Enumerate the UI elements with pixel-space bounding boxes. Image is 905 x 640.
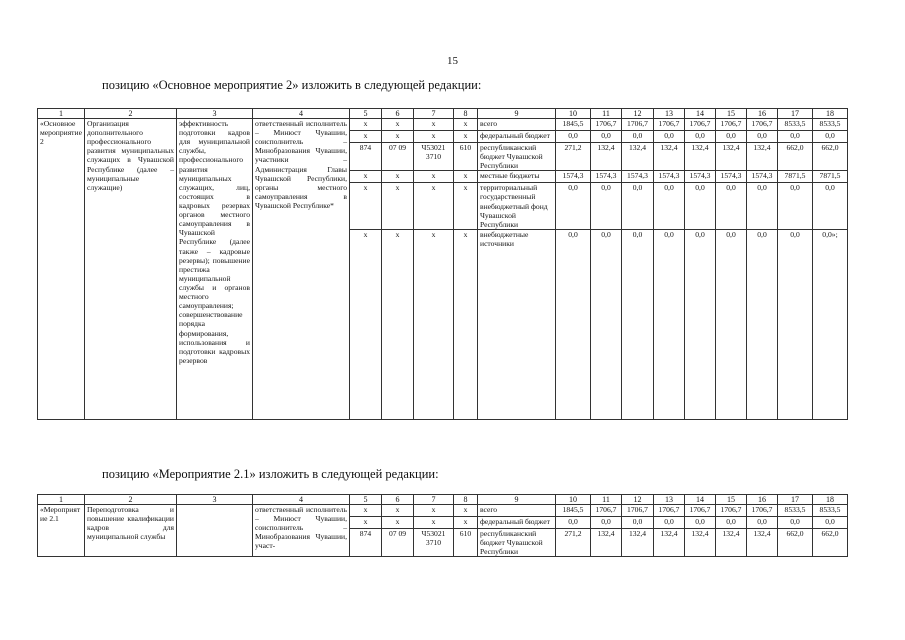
year-amount-cell: 0,0 [778, 517, 813, 529]
column-number-cell: 4 [253, 109, 350, 119]
column-number-cell: 17 [778, 495, 813, 505]
column-number-cell: 11 [591, 109, 622, 119]
column-number-cell: 16 [747, 495, 778, 505]
year-amount-cell: 0,0 [654, 131, 685, 143]
ministry-code-cell: 874 [350, 529, 382, 557]
column-number-cell: 16 [747, 109, 778, 119]
section-heading-event-2-1: позицию «Мероприятие 2.1» изложить в следующей редакции: [102, 467, 439, 481]
ministry-code-cell: x [350, 229, 382, 419]
year-amount-cell: 1574,3 [556, 171, 591, 183]
section-code-cell: x [382, 171, 414, 183]
year-amount-cell: 0,0 [556, 183, 591, 230]
year-amount-cell: 132,4 [591, 529, 622, 557]
year-amount-cell: 662,0 [813, 529, 848, 557]
column-number-cell: 2 [85, 109, 177, 119]
year-amount-cell: 1706,7 [716, 505, 747, 517]
budget-table-main-event-2 [37, 108, 848, 420]
budget-table-event-2-1 [37, 494, 848, 557]
ministry-code-cell: x [350, 183, 382, 230]
ministry-code-cell: x [350, 171, 382, 183]
column-number-cell: 10 [556, 109, 591, 119]
column-number-cell: 9 [478, 495, 556, 505]
year-amount-cell: 0,0 [591, 229, 622, 419]
year-amount-cell: 1574,3 [685, 171, 716, 183]
column-number-row [38, 495, 848, 505]
year-amount-cell: 1706,7 [622, 505, 654, 517]
target-article-cell: Ч53021 3710 [414, 143, 454, 171]
year-amount-cell: 1706,7 [747, 505, 778, 517]
funding-source-cell: федеральный бюджет [478, 517, 556, 529]
year-amount-cell: 0,0 [654, 517, 685, 529]
year-amount-cell: 0,0 [685, 131, 716, 143]
column-number-cell: 18 [813, 109, 848, 119]
year-amount-cell: 0,0 [591, 517, 622, 529]
page-number: 15 [447, 55, 458, 67]
year-amount-cell: 132,4 [654, 143, 685, 171]
column-number-cell: 1 [38, 495, 85, 505]
year-amount-cell: 271,2 [556, 529, 591, 557]
year-amount-cell: 8533,5 [778, 505, 813, 517]
column-number-cell: 8 [454, 495, 478, 505]
year-amount-cell: 662,0 [778, 529, 813, 557]
year-amount-cell: 7871,5 [778, 171, 813, 183]
year-amount-cell: 132,4 [716, 529, 747, 557]
funding-source-cell: территориальный государственный внебюджетный фонд Чувашской Республики [478, 183, 556, 230]
section-code-cell: x [382, 517, 414, 529]
year-amount-cell: 0,0 [622, 229, 654, 419]
year-amount-cell: 0,0 [778, 131, 813, 143]
ministry-code-cell: 874 [350, 143, 382, 171]
year-amount-cell: 1706,7 [654, 505, 685, 517]
funding-source-cell: внебюджетные источники [478, 229, 556, 419]
column-number-cell: 3 [177, 495, 253, 505]
year-amount-cell: 0,0 [778, 229, 813, 419]
section-code-cell: x [382, 119, 414, 131]
year-amount-cell: 0,0 [591, 183, 622, 230]
target-article-cell: Ч53021 3710 [414, 529, 454, 557]
executors-cell: ответственный исполнитель – Минюст Чувашии, соисполнитель – Минобразования Чувашии, участ- [253, 505, 350, 557]
event-code-cell: «Мероприятие 2.1 [38, 505, 85, 557]
funding-source-cell: всего [478, 505, 556, 517]
year-amount-cell: 0,0 [747, 183, 778, 230]
column-number-cell: 5 [350, 109, 382, 119]
event-code-cell: «Основное мероприятие 2 [38, 119, 85, 420]
expected-result-cell: эффективность подготовки кадров для муниципальной службы, профессионального развития муниципальных служащих, лиц, состоящих в кадровых резервах органов местного самоуправления в Чувашской Республике (далее также – кадровые резервы); повышение престижа муниципальной службы и органов местного самоуправления; совершенствование порядка формирования, использования и подготовки кадровых резервов [177, 119, 253, 420]
column-number-cell: 8 [454, 109, 478, 119]
event-name-cell: Организация дополнительного профессионального развития муниципальных служащих в Чувашской Республике (далее – муниципальные служащие) [85, 119, 177, 420]
section-heading-main-event-2: позицию «Основное мероприятие 2» изложить в следующей редакции: [102, 78, 482, 92]
year-amount-cell: 1574,3 [591, 171, 622, 183]
year-amount-cell: 0,0 [622, 183, 654, 230]
ministry-code-cell: x [350, 505, 382, 517]
year-amount-cell: 0,0 [591, 131, 622, 143]
section-code-cell: x [382, 131, 414, 143]
year-amount-cell: 0,0 [685, 517, 716, 529]
year-amount-cell: 1574,3 [716, 171, 747, 183]
column-number-cell: 13 [654, 109, 685, 119]
year-amount-cell: 7871,5 [813, 171, 848, 183]
column-number-cell: 9 [478, 109, 556, 119]
column-number-cell: 7 [414, 109, 454, 119]
target-article-cell: x [414, 505, 454, 517]
target-article-cell: x [414, 229, 454, 419]
year-amount-cell: 0,0 [556, 517, 591, 529]
year-amount-cell: 271,2 [556, 143, 591, 171]
year-amount-cell: 132,4 [591, 143, 622, 171]
year-amount-cell: 132,4 [747, 529, 778, 557]
column-number-cell: 2 [85, 495, 177, 505]
year-amount-cell: 1845,5 [556, 119, 591, 131]
year-amount-cell: 0,0 [747, 517, 778, 529]
year-amount-cell: 0,0 [813, 517, 848, 529]
expense-type-cell: x [454, 119, 478, 131]
table-row [38, 505, 848, 517]
column-number-cell: 6 [382, 495, 414, 505]
column-number-cell: 7 [414, 495, 454, 505]
funding-source-cell: республиканский бюджет Чувашской Республики [478, 529, 556, 557]
expense-type-cell: x [454, 131, 478, 143]
year-amount-cell: 1706,7 [685, 119, 716, 131]
section-code-cell: x [382, 229, 414, 419]
year-amount-cell: 0,0 [622, 517, 654, 529]
column-number-cell: 17 [778, 109, 813, 119]
year-amount-cell: 0,0»; [813, 229, 848, 419]
column-number-cell: 13 [654, 495, 685, 505]
year-amount-cell: 1574,3 [622, 171, 654, 183]
target-article-cell: x [414, 119, 454, 131]
section-code-cell: x [382, 183, 414, 230]
column-number-cell: 11 [591, 495, 622, 505]
year-amount-cell: 1706,7 [622, 119, 654, 131]
target-article-cell: x [414, 517, 454, 529]
year-amount-cell: 0,0 [622, 131, 654, 143]
year-amount-cell: 662,0 [813, 143, 848, 171]
column-number-cell: 14 [685, 109, 716, 119]
expense-type-cell: x [454, 517, 478, 529]
column-number-cell: 15 [716, 495, 747, 505]
year-amount-cell: 0,0 [813, 183, 848, 230]
year-amount-cell: 0,0 [778, 183, 813, 230]
year-amount-cell: 8533,5 [778, 119, 813, 131]
column-number-cell: 18 [813, 495, 848, 505]
year-amount-cell: 0,0 [716, 517, 747, 529]
ministry-code-cell: x [350, 131, 382, 143]
column-number-cell: 1 [38, 109, 85, 119]
year-amount-cell: 0,0 [716, 131, 747, 143]
year-amount-cell: 0,0 [813, 131, 848, 143]
table-row [38, 119, 848, 131]
year-amount-cell: 8533,5 [813, 505, 848, 517]
year-amount-cell: 0,0 [747, 229, 778, 419]
column-number-cell: 12 [622, 495, 654, 505]
funding-source-cell: местные бюджеты [478, 171, 556, 183]
executors-cell: ответственный исполнитель – Минюст Чувашии, соисполнитель – Минобразования Чувашии, участники – Администрация Главы Чувашской Республики, органы местного самоуправления в Чувашской Республике* [253, 119, 350, 420]
year-amount-cell: 1574,3 [747, 171, 778, 183]
event-name-cell: Переподготовка и повышение квалификации кадров для муниципальной службы [85, 505, 177, 557]
expense-type-cell: x [454, 505, 478, 517]
expense-type-cell: x [454, 171, 478, 183]
year-amount-cell: 1706,7 [591, 119, 622, 131]
ministry-code-cell: x [350, 119, 382, 131]
year-amount-cell: 132,4 [685, 143, 716, 171]
year-amount-cell: 0,0 [716, 183, 747, 230]
column-number-cell: 5 [350, 495, 382, 505]
column-number-cell: 14 [685, 495, 716, 505]
target-article-cell: x [414, 183, 454, 230]
column-number-cell: 15 [716, 109, 747, 119]
year-amount-cell: 132,4 [622, 143, 654, 171]
year-amount-cell: 0,0 [654, 183, 685, 230]
year-amount-cell: 132,4 [747, 143, 778, 171]
ministry-code-cell: x [350, 517, 382, 529]
year-amount-cell: 0,0 [716, 229, 747, 419]
year-amount-cell: 1706,7 [591, 505, 622, 517]
year-amount-cell: 132,4 [716, 143, 747, 171]
section-code-cell: 07 09 [382, 143, 414, 171]
year-amount-cell: 0,0 [654, 229, 685, 419]
section-code-cell: x [382, 505, 414, 517]
expense-type-cell: 610 [454, 143, 478, 171]
year-amount-cell: 0,0 [556, 229, 591, 419]
year-amount-cell: 0,0 [685, 183, 716, 230]
column-number-cell: 12 [622, 109, 654, 119]
year-amount-cell: 0,0 [685, 229, 716, 419]
year-amount-cell: 8533,5 [813, 119, 848, 131]
year-amount-cell: 1706,7 [654, 119, 685, 131]
year-amount-cell: 1574,3 [654, 171, 685, 183]
year-amount-cell: 132,4 [622, 529, 654, 557]
funding-source-cell: федеральный бюджет [478, 131, 556, 143]
funding-source-cell: всего [478, 119, 556, 131]
target-article-cell: x [414, 171, 454, 183]
year-amount-cell: 1706,7 [716, 119, 747, 131]
year-amount-cell: 1706,7 [747, 119, 778, 131]
year-amount-cell: 132,4 [685, 529, 716, 557]
column-number-cell: 6 [382, 109, 414, 119]
column-number-cell: 3 [177, 109, 253, 119]
year-amount-cell: 1706,7 [685, 505, 716, 517]
expected-result-cell [177, 505, 253, 557]
funding-source-cell: республиканский бюджет Чувашской Республики [478, 143, 556, 171]
expense-type-cell: x [454, 229, 478, 419]
year-amount-cell: 132,4 [654, 529, 685, 557]
column-number-cell: 4 [253, 495, 350, 505]
target-article-cell: x [414, 131, 454, 143]
year-amount-cell: 662,0 [778, 143, 813, 171]
year-amount-cell: 0,0 [556, 131, 591, 143]
column-number-cell: 10 [556, 495, 591, 505]
expense-type-cell: 610 [454, 529, 478, 557]
section-code-cell: 07 09 [382, 529, 414, 557]
year-amount-cell: 0,0 [747, 131, 778, 143]
expense-type-cell: x [454, 183, 478, 230]
year-amount-cell: 1845,5 [556, 505, 591, 517]
column-number-row [38, 109, 848, 119]
